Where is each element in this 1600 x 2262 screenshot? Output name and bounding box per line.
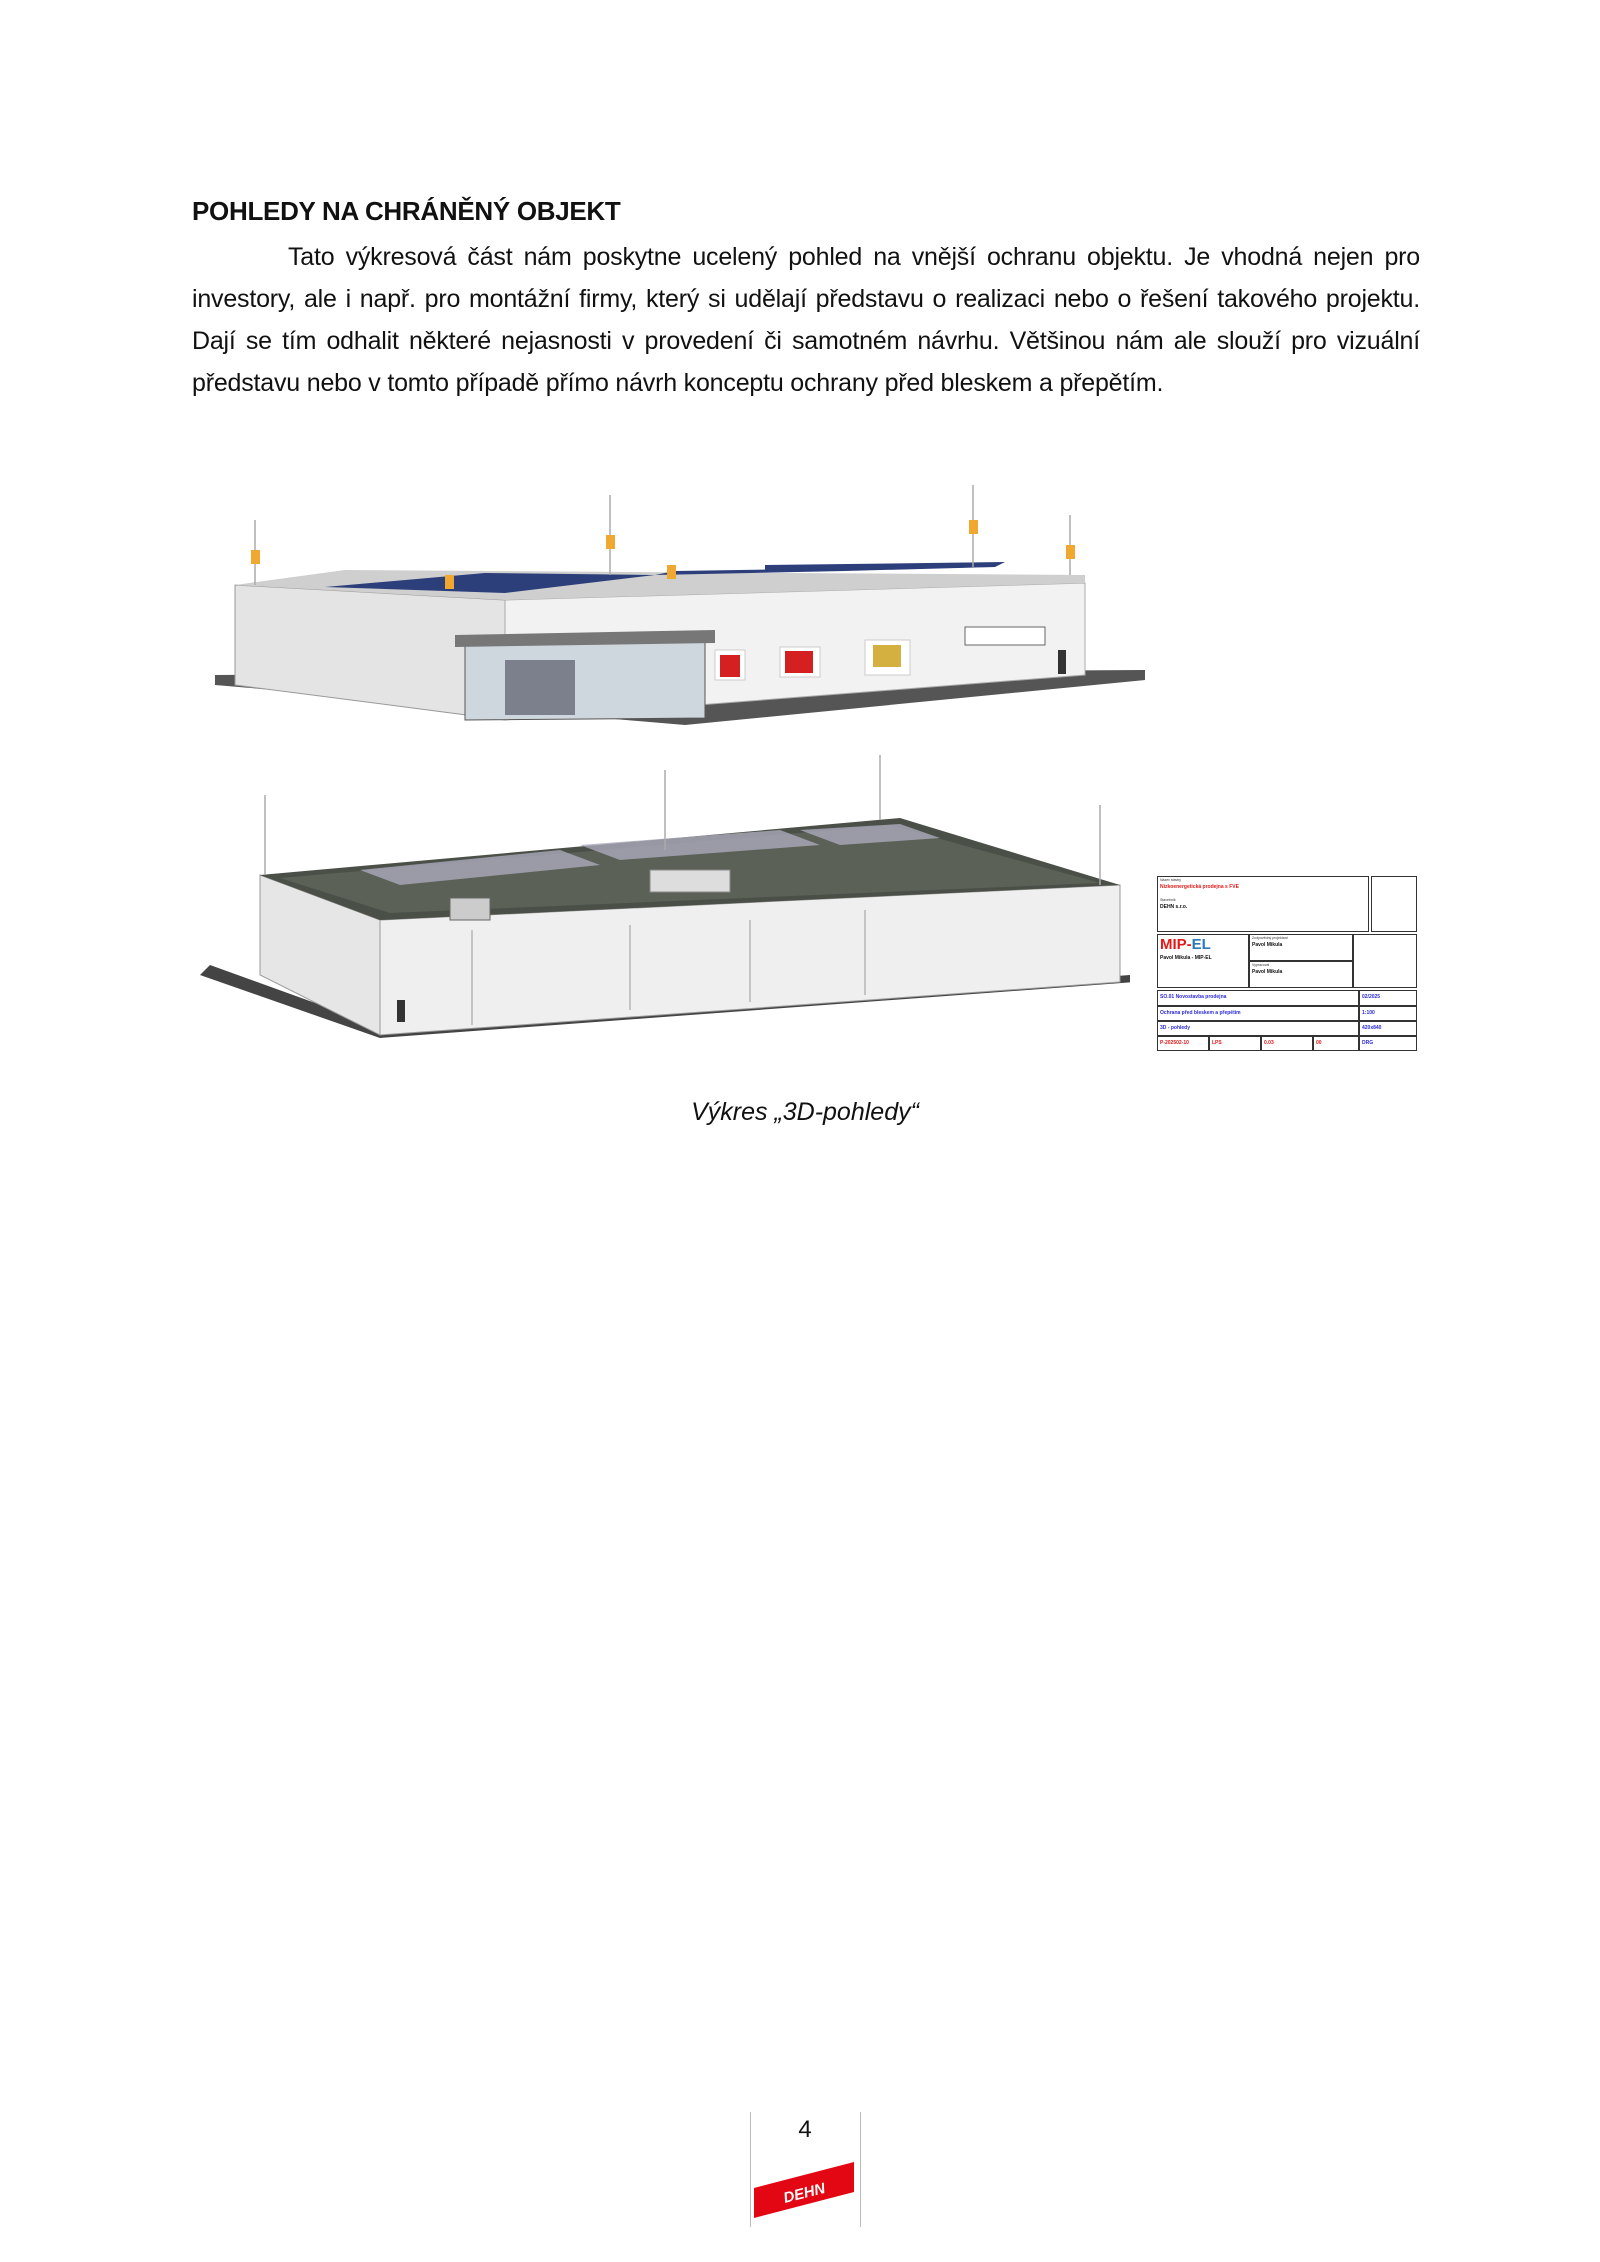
designer: Pavol Mikula - MIP-EL — [1160, 955, 1212, 961]
building-front-view — [205, 475, 1155, 735]
drawn-by: Pavol Mikula — [1252, 969, 1283, 975]
page-number: 4 — [798, 2116, 812, 2143]
date: 02/2025 — [1362, 994, 1381, 1000]
dehn-logo — [752, 2160, 856, 2220]
format: 420x840 — [1362, 1025, 1382, 1031]
mip-el-logo: MIP-EL — [1160, 936, 1211, 953]
building-rear-view — [200, 750, 1130, 1045]
drawing-name: 3D - pohledy — [1160, 1025, 1191, 1031]
file: DRG — [1362, 1040, 1374, 1046]
footer-divider-right — [860, 2112, 861, 2227]
part: Ochrana před bleskem a přepětím — [1160, 1010, 1241, 1016]
figure-caption: Výkres „3D-pohledy“ — [691, 1098, 919, 1126]
svg-text:DEHN: DEHN — [781, 2180, 828, 2207]
object: SO.01 Novostavba prodejna — [1160, 994, 1227, 1000]
responsible: Pavol Mikula — [1252, 942, 1283, 948]
body-paragraph: Tato výkresová část nám poskytne ucelený pohled na vnější ochranu objektu. Je vhodná nejen pro investory, ale i např. pro montážní firmy, který si udělají představu o realizaci nebo o řešení takového projektu. Dají se tím odhalit některé nejasnosti v provedení či samotném návrhu. Většinou nám ale slouží pro vizuální představu nebo v tomto případě přímo návrh konceptu ochrany před bleskem a přepětím. — [192, 243, 1420, 397]
section-heading: POHLEDY NA CHRÁNĚNÝ OBJEKT — [192, 196, 621, 226]
drawing-number: P-202502-10 — [1160, 1040, 1189, 1046]
client: DEHN s.r.o. — [1160, 904, 1188, 910]
revision: 00 — [1316, 1040, 1322, 1046]
scale: 1:100 — [1362, 1010, 1375, 1016]
project-name: Nízkoenergetická prodejna s FVE — [1160, 884, 1239, 890]
discipline: LPS — [1212, 1040, 1222, 1046]
drawing-title-block: Název stavby Nízkoenergetická prodejna s FVE Stavebník DEHN s.r.o. MIP-EL Pavol Mikula - MIP-EL Zodpovědný projektant Pavol Mikula Vypracoval Pavol Mikula SO.01 Novostavba prodejna 02/2025 Ochrana před bleskem a přepětím 1:100 3D - pohledy 420x840 P-202502-10 LPS 0.03 00 DRG — [1157, 876, 1419, 1058]
sheet: 0.03 — [1264, 1040, 1274, 1046]
